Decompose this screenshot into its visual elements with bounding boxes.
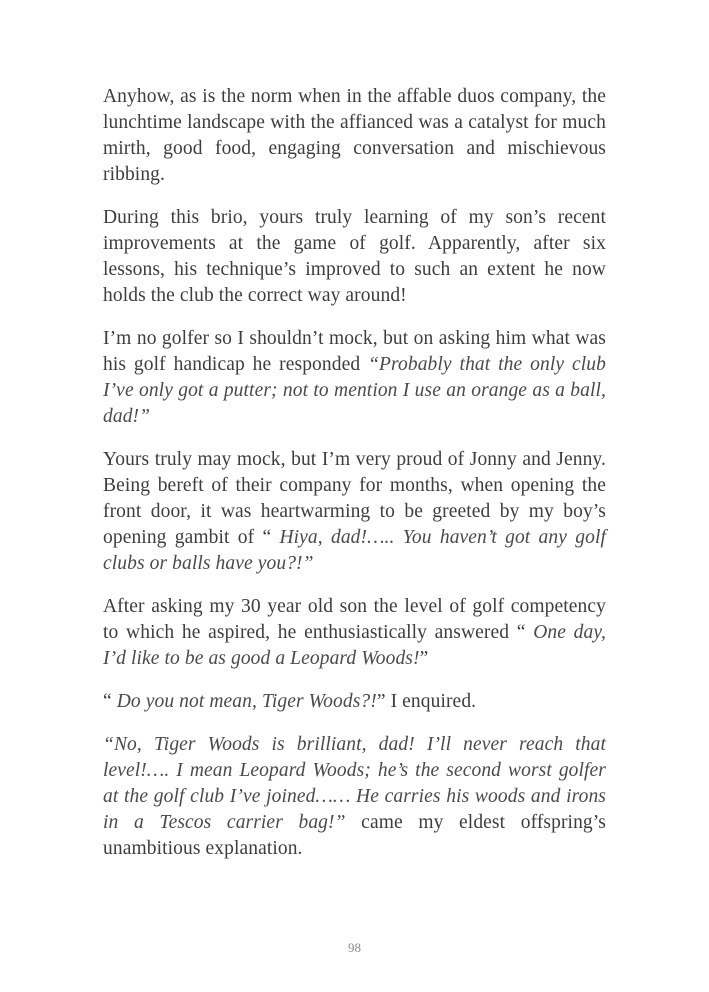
italic-run: Do you not mean, Tiger Woods?! bbox=[116, 691, 377, 712]
text-run: Anyhow, as is the norm when in the affable duos company, the lunchtime landscape with the affianced was a catalyst for much mirth, good food, engaging conversation and mischievous ribbing. bbox=[103, 86, 606, 185]
italic-run: “No, Tiger Woods is brilliant, dad! I’ll never reach that level!…. I mean Leopard Woods; he’s the second worst golfer at the golf club I’ve joined…… He carries his woods and irons in a Tescos carrier bag!” bbox=[103, 734, 606, 833]
text-run: After asking my 30 year old son the level of golf competency to which he aspired, he enthusiastically answered “ bbox=[103, 596, 606, 643]
text-run: ” I enquired. bbox=[376, 691, 477, 712]
italic-run: One day, I’d like to be as good a Leopard Woods! bbox=[103, 622, 607, 669]
paragraph-2 bbox=[103, 205, 606, 309]
text-run: Yours truly may mock, but I’m very proud of Jonny and Jenny. Being bereft of their company for months, when opening the front door, it was heartwarming to be greeted by my boy’s opening gambit of “ bbox=[103, 449, 606, 548]
paragraph-6 bbox=[103, 689, 606, 715]
text-run: “ bbox=[103, 691, 117, 712]
text-run: came my eldest offspring’s unambitious explanation. bbox=[103, 812, 606, 859]
italic-run: “Probably that the only club I’ve only got a putter; not to mention I use an orange as a ball, dad!” bbox=[103, 354, 606, 427]
page-body bbox=[103, 84, 606, 862]
paragraph-4 bbox=[103, 447, 606, 577]
text-run: During this brio, yours truly learning of my son’s recent improvements at the game of golf. Apparently, after six lessons, his technique’s improved to such an extent he now holds the club the correct way around! bbox=[103, 207, 606, 306]
paragraph-7 bbox=[103, 732, 606, 862]
paragraph-1 bbox=[103, 84, 606, 188]
page-number: 98 bbox=[348, 940, 361, 955]
paragraph-5 bbox=[103, 594, 606, 672]
text-run: I’m no golfer so I shouldn’t mock, but on asking him what was his golf handicap he responded bbox=[103, 328, 606, 375]
paragraph-3 bbox=[103, 326, 606, 430]
text-run: ” bbox=[419, 648, 429, 669]
italic-run: Hiya, dad!….. You haven’t got any golf clubs or balls have you?!” bbox=[103, 527, 606, 574]
